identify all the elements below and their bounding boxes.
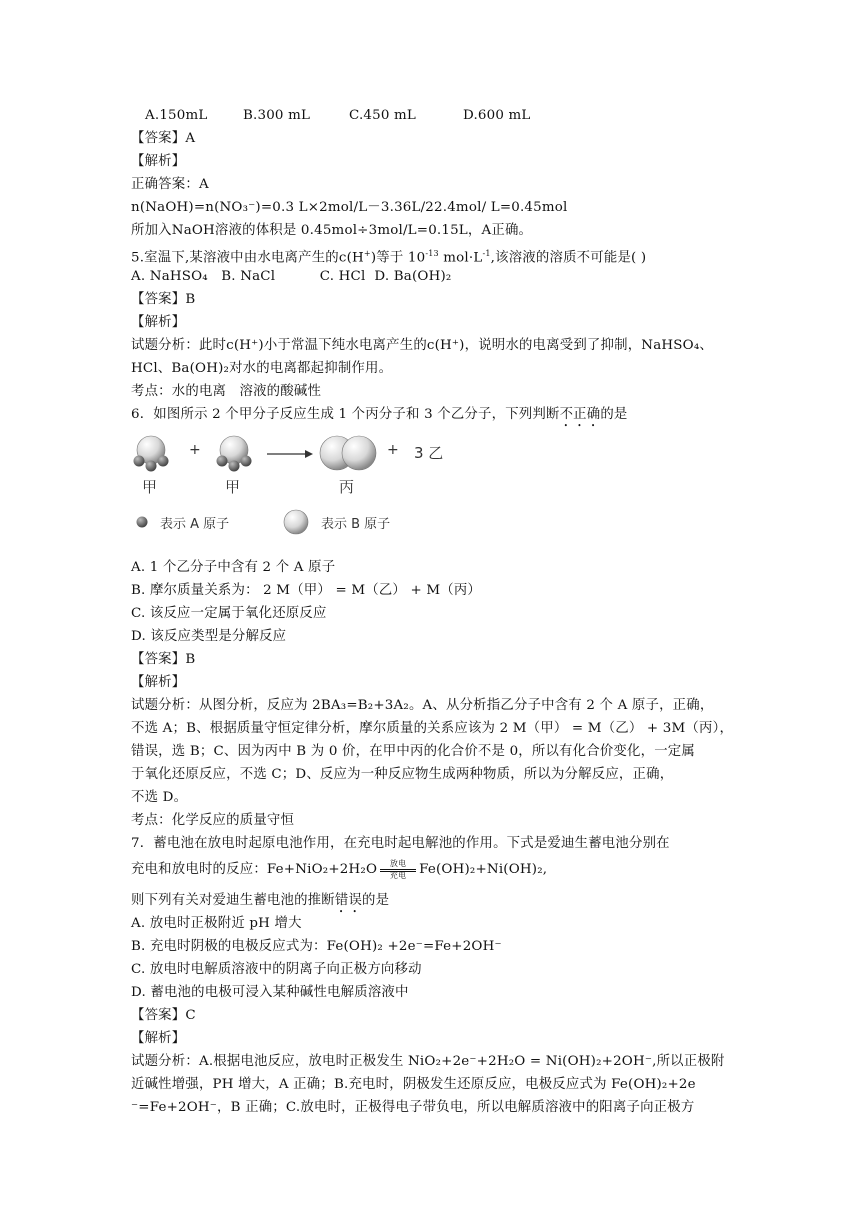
q4-calculation: n(NaOH)=n(NO₃⁻)=0.3 L×2mol/L－3.36L/22.4mol/ L=0.45mol [131,200,568,215]
q4-option-b: B.300 mL [243,108,311,123]
eq-label-discharge: 放电 [389,858,407,868]
legend-b-label: 表示 B 原子 [321,517,391,532]
plus-sign-1: + [189,442,201,458]
q6-analysis-line: 不选 A；B、根据质量守恒定律分析，摩尔质量的关系应该为 2 M（甲） = M（乙） + 3M（丙）， [131,721,734,736]
q6-analysis-line: 于氧化还原反应，不选 C；D、反应为一种反应物生成两种物质，所以为分解反应，正确， [131,767,674,782]
q5-analysis-line: 试题分析：此时c(H⁺)小于常温下纯水电离产生的c(H⁺)，说明水的电离受到了抑制，NaHSO₄、 [131,338,713,353]
q7-analysis-line: 试题分析：A.根据电池反应，放电时正极发生 NiO₂+2e⁻+2H₂O = Ni(OH)₂+2OH⁻,所以正极附 [131,1054,725,1069]
q5-stem-part: 5.室温下,某溶液中由水电离产生的c(H [131,250,364,266]
q7-option: A. 放电时正极附近 pH 增大 [131,916,302,931]
q7-analysis-line: ⁻=Fe+2OH⁻，B 正确；C.放电时，正极得电子带负电，所以电解质溶液中的阳离子向正极方 [131,1100,695,1115]
q4-option-a: A.150mL [145,108,208,123]
q5-analysis-line: HCl、Ba(OH)₂对水的电离都起抑制作用。 [131,361,393,376]
q7-stem-line: 7．蓄电池在放电时起原电池作用，在充电时起电解池的作用。下式是爱迪生蓄电池分别在 [131,836,670,851]
q4-option-d: D.600 mL [463,108,531,123]
q7-stem-equation [131,855,741,885]
q5-stem-part: ,该溶液的溶质不可能是( ) [490,250,647,266]
q6-analysis-line: 试题分析：从图分析，反应为 2BA₃=B₂+3A₂。A、从分析指乙分子中含有 2 个 A 原子，正确， [131,698,714,713]
q7-stem-line [131,889,741,912]
q6-option: D. 该反应类型是分解反应 [131,629,287,644]
q5-stem-part: mol·L [438,250,483,266]
q7-analysis-label: 【解析】 [131,1031,186,1046]
q5-sup: + [363,249,371,258]
eq-label-charge: 充电 [389,870,407,880]
q7-equation-left: 充电和放电时的反应：Fe+NiO₂+2H₂O [131,862,378,877]
molecule-jia-2 [217,436,252,472]
q7-answer: 【答案】C [131,1008,196,1023]
q5-sup: -1 [482,249,491,258]
q7-option: C. 放电时电解质溶液中的阴离子向正极方向移动 [131,962,422,977]
q7-equation-right: Fe(OH)₂+Ni(OH)₂, [419,862,548,877]
document-page [131,104,741,1119]
reaction-arrow [267,450,313,458]
q7-option: D. 蓄电池的电极可浸入某种碱性电解质溶液中 [131,985,409,1000]
q6-option: A. 1 个乙分子中含有 2 个 A 原子 [131,560,336,575]
q6-kaodian: 考点：化学反应的质量守恒 [131,813,295,828]
molecule-figure [131,432,741,554]
q6-analysis-label: 【解析】 [131,675,186,690]
q5-kaodian: 考点：水的电离 溶液的酸碱性 [131,384,322,399]
q6-analysis-line: 不选 D。 [131,790,188,805]
q6-option: C. 该反应一定属于氧化还原反应 [131,606,327,621]
q6-answer: 【答案】B [131,652,196,667]
q6-option: B. 摩尔质量关系为： 2 M（甲） = M（乙） + M（丙） [131,583,482,598]
legend-a-atom [137,517,148,528]
q4-volume: 所加入NaOH溶液的体积是 0.45mol÷3mol/L=0.15L，A正确。 [131,223,533,238]
q6-stem-part: 的是 [600,407,628,422]
q6-stem-emphasis: 不正确 [559,407,601,422]
legend-b-atom [284,510,308,534]
q5-stem [131,242,741,265]
q5-stem-part: )等于 10 [370,250,426,266]
q4-option-c: C.450 mL [349,108,417,123]
q7-stem-part: 则下列有关对爱迪生蓄电池的推断 [131,893,335,908]
label-jia-1: 甲 [142,478,158,496]
q7-stem-part: 的是 [362,893,390,908]
q5-answer: 【答案】B [131,292,196,307]
molecule-jia-1 [134,436,169,472]
reversible-arrow [378,860,418,880]
molecule-diagram [131,432,461,554]
q6-stem-part: 6．如图所示 2 个甲分子反应生成 1 个丙分子和 3 个乙分子，下列判断 [131,407,560,422]
q4-correct-answer: 正确答案：A [131,177,209,192]
q5-options: A. NaHSO₄ B. NaCl C. HCl D. Ba(OH)₂ [131,269,452,284]
legend-a-label: 表示 A 原子 [160,517,230,532]
q4-analysis-label: 【解析】 [131,154,186,169]
plus-sign-2: + [387,442,399,458]
label-jia-2: 甲 [225,478,241,496]
q4-answer: 【答案】A [131,131,196,146]
q4-options [131,104,741,127]
q5-sup: -13 [425,249,439,258]
q6-stem [131,403,741,426]
label-bing: 丙 [339,478,355,496]
q7-option: B. 充电时阴极的电极反应式为：Fe(OH)₂ +2e⁻=Fe+2OH⁻ [131,939,502,954]
q6-analysis-line: 错误，选 B；C、因为丙中 B 为 0 价，在甲中丙的化合价不是 0，所以有化合价变化，一定属 [131,744,695,759]
q7-stem-emphasis: 错误 [334,893,363,908]
q5-analysis-label: 【解析】 [131,315,186,330]
product-yi: 3 乙 [414,444,444,462]
q7-analysis-line: 近碱性增强，PH 增大，A 正确；B.充电时，阴极发生还原反应，电极反应式为 Fe(OH)₂+2e [131,1077,696,1092]
molecule-bing [320,436,376,470]
